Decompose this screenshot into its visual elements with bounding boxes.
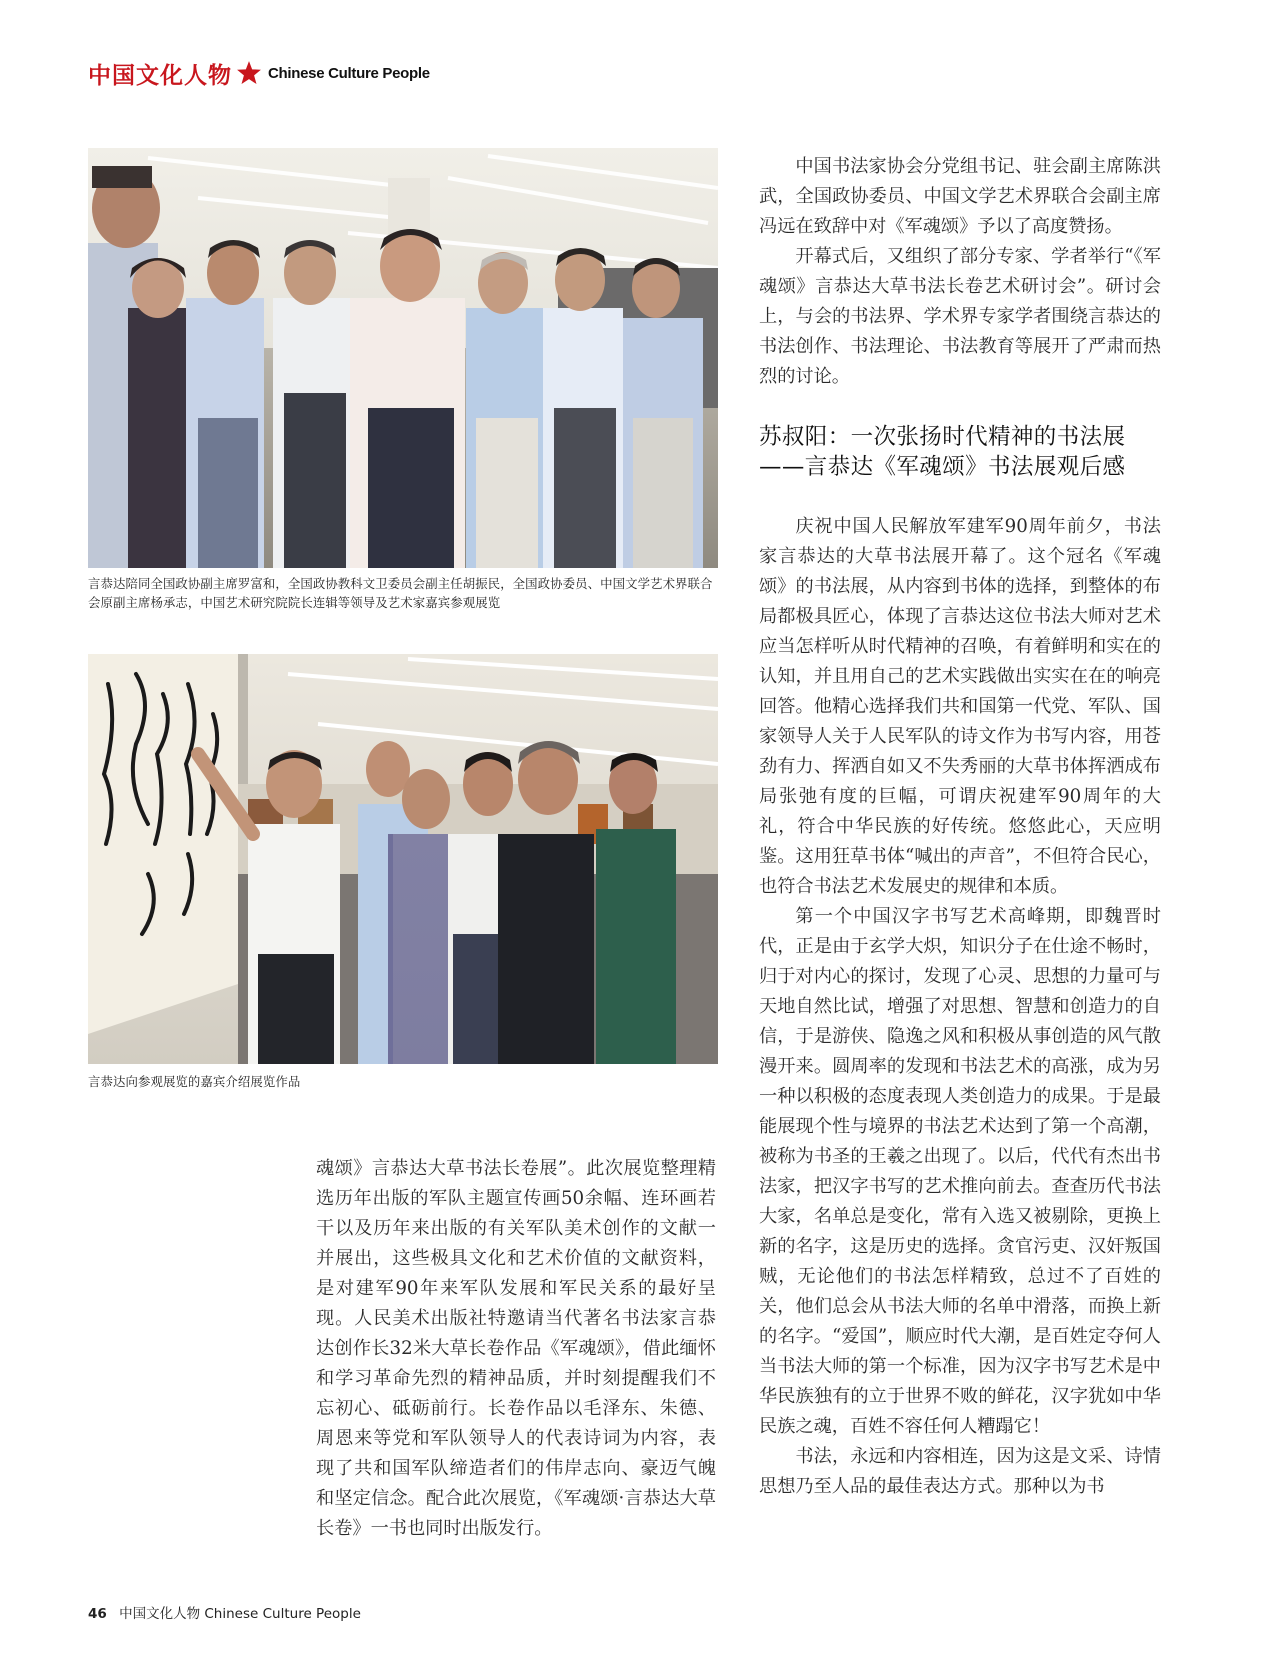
brand-title-en: Chinese Culture People: [268, 64, 430, 82]
photo-caption-1: 言恭达陪同全国政协副主席罗富和，全国政协教科文卫委员会副主任胡振民，全国政协委员、中国文学艺术界联合会原副主席杨承志，中国艺术研究院院长连辑等领导及艺术家嘉宾参观展览: [88, 576, 713, 610]
article-paragraph: 魂颂》言恭达大草书法长卷展”。此次展览整理精选历年出版的军队主题宣传画50余幅、连环画若干以及历年来出版的有关军队美术创作的文献一并展出，这些极具文化和艺术价值的文献资料，是对建军90年来军队发展和军民关系的最好呈现。人民美术出版社特邀请当代著名书法家言恭达创作长32米大草长卷作品《军魂颂》，借此缅怀和学习革命先烈的精神品质，并时刻提醒我们不忘初心、砥砺前行。长卷作品以毛泽东、朱德、周恩来等党和军队领导人的代表诗词为内容，表现了共和国军队缔造者们的伟岸志向、豪迈气魄和坚定信念。配合此次展览，《军魂颂·言恭达大草长卷》一书也同时出版发行。: [316, 1158, 716, 1539]
section-heading-subtitle: ——言恭达《军魂颂》书法展观后感: [759, 454, 1126, 480]
article-paragraph: 第一个中国汉字书写艺术高峰期，即魏晋时代，正是由于玄学大炽，知识分子在仕途不畅时，归于对内心的探讨，发现了心灵、思想的力量可与天地自然比试，增强了对思想、智慧和创造力的自信，于是游侠、隐逸之风和积极从事创造的风气散漫开来。圆周率的发现和书法艺术的高涨，成为另一种以积极的态度表现人类创造力的成果。于是最能展现个性与境界的书法艺术达到了第一个高潮，被称为书圣的王羲之出现了。以后，代代有杰出书法家，把汉字书写的艺术推向前去。查查历代书法大家，名单总是变化，常有入选又被剔除，更换上新的名字，这是历史的选择。贪官污吏、汉奸叛国贼，无论他们的书法怎样精致，总过不了百姓的关，他们总会从书法大师的名单中滑落，而换上新的名字。“爱国”，顺应时代大潮，是百姓定夺何人当书法大师的第一个标准，因为汉字书写艺术是中华民族独有的立于世界不败的鲜花，汉字犹如中华民族之魂，百姓不容任何人糟蹋它！: [759, 906, 1161, 1437]
masthead: [88, 58, 430, 88]
footer-title: 中国文化人物 Chinese Culture People: [119, 1606, 361, 1622]
page-footer: [88, 1602, 361, 1622]
article-left-continuation: [316, 1154, 716, 1544]
photo-leaders-touring: [88, 148, 718, 568]
article-paragraph: 庆祝中国人民解放军建军90周年前夕，书法家言恭达的大草书法展开幕了。这个冠名《军魂颂》的书法展，从内容到书体的选择，到整体的布局都极具匠心，体现了言恭达这位书法大师对艺术应当怎样听从时代精神的召唤，有着鲜明和实在的认知，并且用自己的艺术实践做出实实在在的响亮回答。他精心选择我们共和国第一代党、军队、国家领导人关于人民军队的诗文作为书写内容，用苍劲有力、挥洒自如又不失秀丽的大草书体挥洒成布局张弛有度的巨幅，可谓庆祝建军90周年的大礼，符合中华民族的好传统。悠悠此心，天应明鉴。这用狂草书体“喊出的声音”，不但符合民心，也符合书法艺术发展史的规律和本质。: [759, 516, 1161, 897]
article-paragraph: 中国书法家协会分党组书记、驻会副主席陈洪武，全国政协委员、中国文学艺术界联合会副主席冯远在致辞中对《军魂颂》予以了高度赞扬。: [759, 156, 1161, 237]
brand-title-cn: 中国文化人物: [88, 61, 232, 89]
star-icon: [236, 60, 262, 86]
page-number: 46: [88, 1606, 107, 1622]
article-paragraph: 开幕式后，又组织了部分专家、学者举行“《军魂颂》言恭达大草书法长卷艺术研讨会”。研讨会上，与会的书法界、学术界专家学者围绕言恭达的书法创作、书法理论、书法教育等展开了严肃而热烈的讨论。: [759, 246, 1161, 387]
photo-caption-2: 言恭达向参观展览的嘉宾介绍展览作品: [88, 1074, 301, 1089]
article-right-body: [759, 512, 1161, 1502]
article-right-top: [759, 152, 1161, 392]
section-heading: [759, 422, 1159, 482]
article-paragraph: 书法，永远和内容相连，因为这是文采、诗情思想乃至人品的最佳表达方式。那种以为书: [759, 1446, 1161, 1497]
section-heading-title: 苏叔阳：一次张扬时代精神的书法展: [759, 424, 1126, 450]
photo-introducing-artwork: [88, 654, 718, 1064]
